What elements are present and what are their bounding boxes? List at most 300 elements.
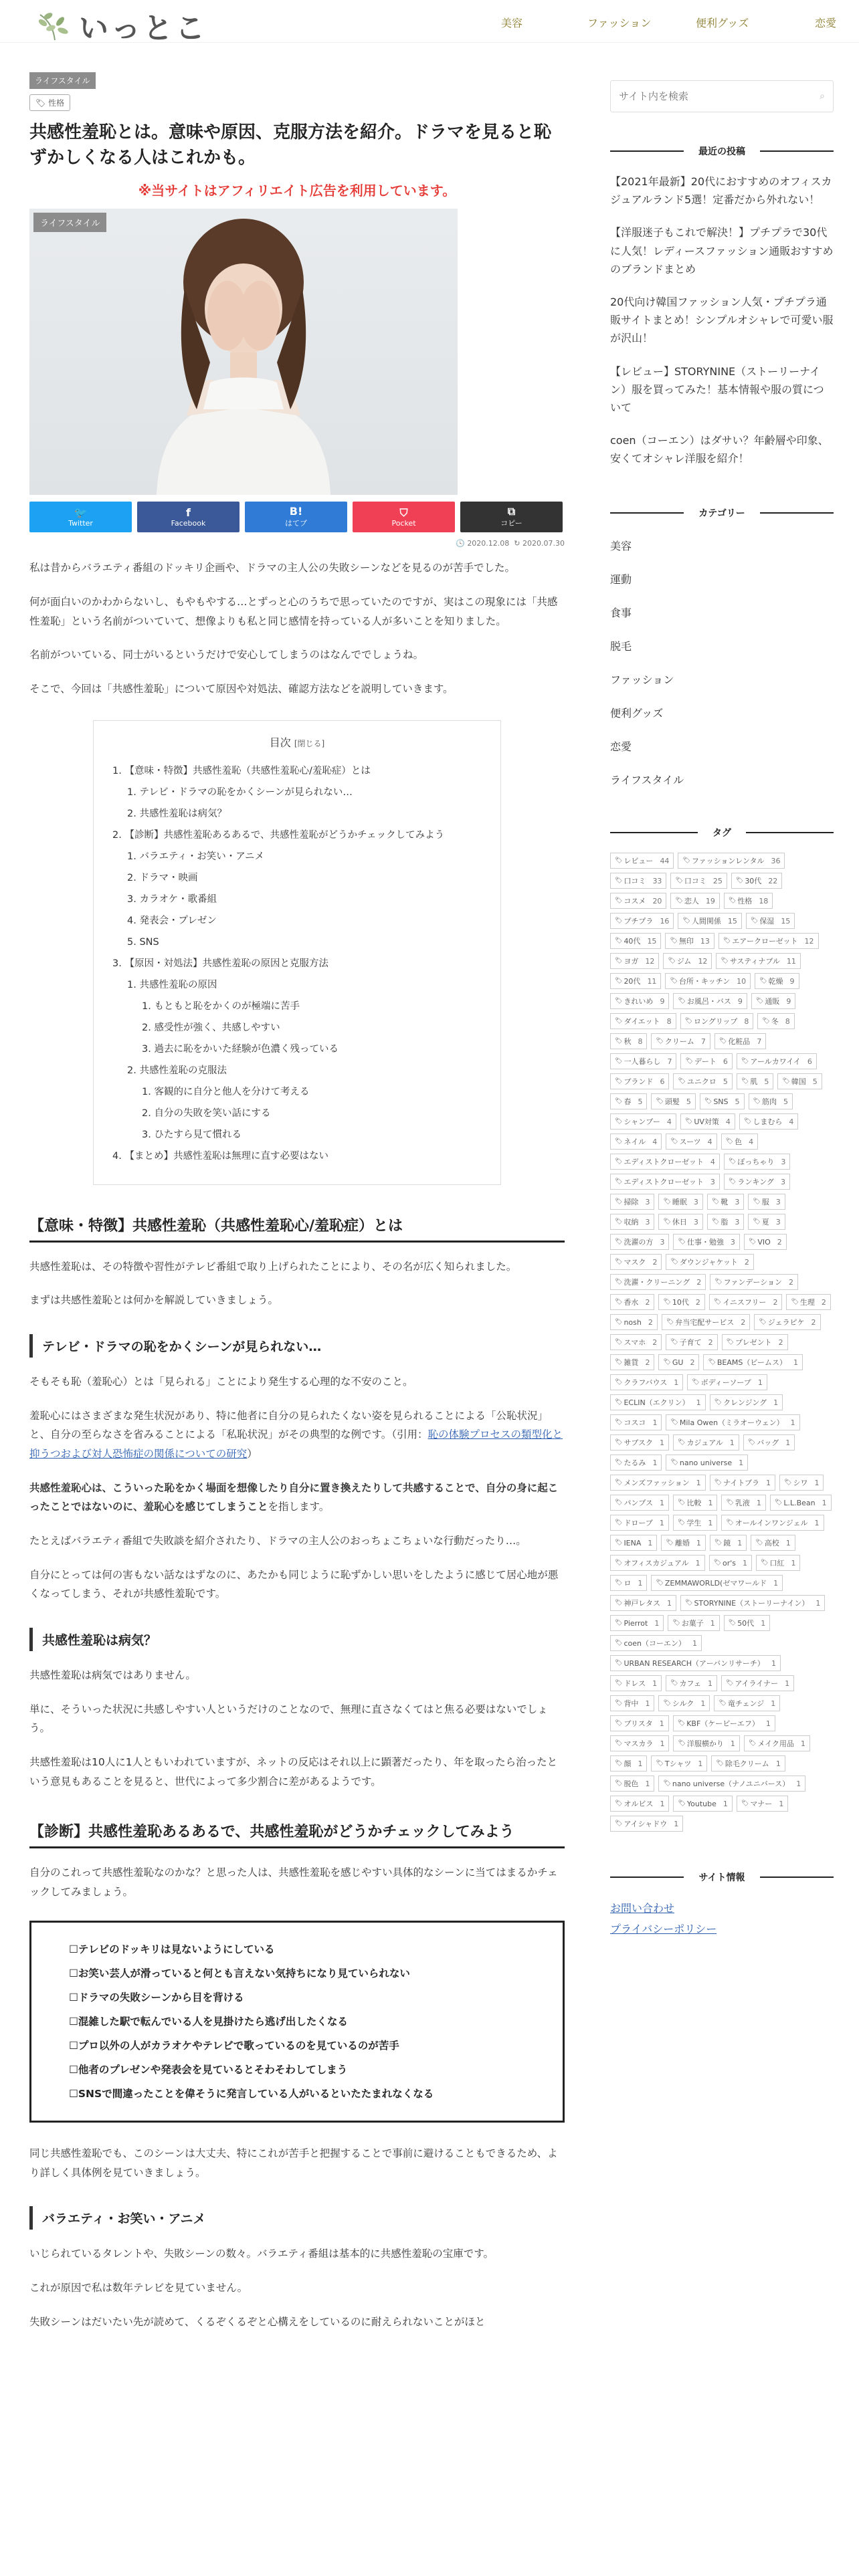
tag-link[interactable] [756,1555,800,1571]
table-of-contents [93,720,501,1185]
tag-count: 2 [652,1337,658,1347]
tag-name: 韓国 [791,1077,806,1087]
tag-link[interactable] [610,1414,662,1430]
tag-link[interactable] [748,1194,785,1210]
tag-name: プレゼント [735,1338,772,1348]
share-label: Facebook [171,518,206,528]
share-copy-button[interactable] [460,502,563,532]
category-link[interactable]: 恋愛 [610,740,632,754]
tag-link[interactable] [744,1735,810,1751]
tag-link[interactable] [610,1675,662,1691]
tag-link[interactable] [709,1555,752,1571]
tag-count: 12 [645,956,655,966]
tag-link[interactable] [610,1053,676,1069]
tag-link[interactable] [610,1013,676,1029]
tag-count: 2 [778,1337,783,1347]
tag-name: Tシャツ [664,1759,692,1769]
site-info-list [610,1900,834,1936]
tag-name: ファンデーション [723,1278,782,1287]
tag-icon: 🏷 [741,1078,749,1085]
tag-link[interactable] [658,1294,704,1310]
share-label: コピー [500,519,522,528]
tag-count: 2 [695,1297,700,1307]
eyecatch-image [29,209,458,495]
tag-icon: 🏷 [748,1239,757,1246]
tag-link[interactable] [673,1495,717,1511]
tag-link[interactable] [716,953,800,969]
tag-icon: 🏷 [762,1018,770,1025]
tag-link[interactable] [610,1635,702,1651]
tag-link[interactable] [658,1354,699,1370]
tag-link[interactable] [749,1093,793,1109]
tag-name: エディストクローゼット [624,1158,704,1167]
toc-item[interactable]: 2. 共感性羞恥は病気？ [127,808,227,819]
toc-item[interactable]: 1. 共感性羞恥の原因 [127,979,217,990]
toc-toggle[interactable]: [閉じる] [294,738,325,748]
tag-link[interactable] [739,1113,798,1130]
tag-icon: 🏷 [682,918,690,925]
tag-link[interactable] [610,1695,654,1711]
tag-link[interactable] [610,973,661,989]
tag-link[interactable] [610,1174,720,1190]
affiliate-notice: ※当サイトはアフィリエイト広告を利用しています。 [138,183,456,199]
tag-link[interactable] [610,1475,706,1491]
tag-link[interactable] [721,1495,765,1511]
tag-link[interactable] [709,1294,783,1310]
toc-item[interactable]: 4. 【まとめ】共感性羞恥は無理に直す必要はない [112,1150,328,1162]
tag-count: 7 [667,1057,672,1066]
tag-icon: 🏷 [615,1058,623,1065]
share-label: はてブ [285,519,307,528]
category-link[interactable]: 美容 [610,540,632,553]
tag-link[interactable] [610,913,674,929]
tag-link[interactable] [757,1013,794,1029]
tag-link[interactable] [663,953,712,969]
tag-link[interactable] [610,1254,662,1270]
tag-icon: 🏷 [747,1439,756,1446]
tag-link[interactable] [724,893,773,909]
tag-link[interactable] [666,1455,748,1471]
tag-link[interactable] [610,853,674,869]
recent-post-link[interactable]: 【洋服迷子もこれで解決！】プチプラで30代に人気！レディースファッション通販おすすめのブランドまとめ [610,226,834,276]
tag-icon: 🏷 [615,1499,623,1507]
tag-link[interactable] [610,1033,647,1049]
widget-title [610,144,834,158]
nav-item-fashion[interactable]: ファッション [587,17,652,29]
checklist-item: ☐他者のプレゼンや発表会を見ているとそわそわしてしまう [69,2063,348,2076]
tag-name: 口コミ [624,877,646,886]
site-info-item [610,1921,834,1936]
toc-item[interactable]: 1. もともと恥をかくのが極端に苦手 [142,1000,300,1012]
tag-count: 18 [759,896,769,905]
tag-link[interactable] [610,1154,720,1170]
tag-icon: 🏷 [735,877,744,885]
search-input[interactable] [619,90,806,102]
published-date: 2020.12.08 [467,539,510,548]
tag-link[interactable] [651,1755,707,1772]
tag-link[interactable] [610,1294,654,1310]
tag-link[interactable] [703,1354,803,1370]
tag-link[interactable] [737,1796,788,1812]
tag-link[interactable] [673,993,747,1009]
tag-link[interactable] [610,1655,781,1671]
tag-link[interactable] [666,1134,717,1150]
tag-link[interactable] [662,1314,750,1330]
toc-item[interactable]: 3. 過去に恥をかいた経験が色濃く残っている [142,1043,339,1055]
tag-link[interactable] [610,953,659,969]
tag-link[interactable] [670,873,727,889]
tag-link[interactable] [680,1113,735,1130]
tag-link[interactable] [724,1174,790,1190]
tag-link[interactable] [666,1414,799,1430]
tag-count: 1 [773,1398,779,1407]
share-hatena-button[interactable] [245,502,347,532]
nav-item-love[interactable]: 恋愛 [815,17,837,29]
tag-icon: 🏷 [685,1058,693,1065]
checklist-item: ☐テレビのドッキリは見ないようにしている [69,1943,275,1955]
tag-link[interactable] [651,1575,783,1591]
tag-link[interactable] [721,1675,794,1691]
tag-link[interactable] [743,1434,795,1451]
tag-icon: 🏷 [670,978,678,985]
toc-item[interactable]: 5. SNS [127,936,159,948]
tag-link[interactable] [610,873,666,889]
tag-icon: 🏷 [615,1680,623,1687]
tag-link[interactable] [737,1053,817,1069]
category-link[interactable]: 食事 [610,607,632,620]
tag-link[interactable] [724,1154,790,1170]
tag-link[interactable] [666,1334,717,1350]
tag-link[interactable] [658,1776,805,1792]
toc-item[interactable]: 2. 感受性が強く、共感しやすい [142,1022,280,1033]
tag-link[interactable] [754,1314,820,1330]
toc-item[interactable]: 2. 【診断】共感性羞恥あるあるで、共感性羞恥がどうかチェックしてみよう [112,829,445,841]
tag-icon: 🏷 [615,1700,623,1707]
tag-link[interactable] [673,1715,775,1731]
tag-link[interactable] [610,1194,654,1210]
tag-link[interactable] [610,1374,683,1390]
recent-post-link[interactable]: 【レビュー】STORYNINE（ストーリーナイン）服を買ってみた！基本情報や服の質について [610,364,824,414]
tag-cloud [610,853,834,1832]
tag-name: ジム [676,957,692,966]
tag-link[interactable] [710,1394,783,1410]
tag-link[interactable] [731,873,782,889]
tag-link[interactable] [710,1274,798,1290]
tag-link[interactable] [666,1254,753,1270]
tag-link[interactable] [610,1535,657,1551]
tag-link[interactable] [680,1013,754,1029]
tag-link[interactable] [710,1535,747,1551]
tag-link[interactable] [719,933,819,949]
category-link[interactable]: ファッション [610,673,674,687]
tag-icon: 🏷 [728,1178,737,1186]
tag-link[interactable] [610,1274,706,1290]
tag-link[interactable] [610,1394,706,1410]
tag-name: 40代 [624,937,641,946]
site-info-link[interactable]: お問い合わせ [610,1902,675,1915]
tag-link[interactable] [610,1093,647,1109]
tag-name: 鏡 [723,1539,731,1548]
tag-icon: 🏷 [615,1218,623,1226]
tag-link[interactable] [610,1073,669,1089]
tag-link[interactable] [610,1615,664,1631]
tag-link[interactable] [610,1796,669,1812]
toc-item[interactable]: 1. テレビ・ドラマの恥をかくシーンが見られない… [127,786,353,798]
tag-link[interactable] [710,1475,775,1491]
article [29,72,565,2331]
tag-link[interactable] [680,1595,825,1611]
tag-link[interactable] [673,1515,717,1531]
tag-link[interactable] [711,1755,785,1772]
recent-post-link[interactable]: coen（コーエン）はダサい？年齢層や印象、安くてオシャレ洋服を紹介！ [610,434,829,465]
tag-icon: 🏷 [663,1198,671,1206]
tag-link[interactable] [670,893,719,909]
tag-name: nano universe（ナノユニバース） [672,1780,790,1789]
tag-link[interactable] [665,973,751,989]
tag-link[interactable] [658,1214,702,1230]
eyecatch-category-badge: ライフスタイル [33,213,106,232]
toc-item[interactable]: 3. 【原因・対処法】共感性羞恥の原因と克服方法 [112,958,328,969]
tag-icon: 🏷 [615,1419,623,1426]
tag-link[interactable] [610,933,661,949]
tag-link[interactable] [707,1194,744,1210]
tag-link[interactable] [724,1615,770,1631]
tag-link[interactable] [673,1735,739,1751]
tag-count: 1 [723,1799,728,1808]
tag-link[interactable] [610,1495,669,1511]
bold-text: 共感性羞恥心は、こういった恥をかく場面を想像したり自分に置き換えたりして共感することで、自分の身に起こったことではないのに、羞恥心を感じてしまうこと [29,1481,559,1513]
toc-item[interactable]: 3. カラオケ・歌番組 [127,893,217,905]
search-icon[interactable]: ⌕ [820,91,825,102]
intro-paragraph: そこで、今回は「共感性羞恥」について原因や対処法、確認方法などを説明していきます。 [29,683,454,695]
tag-count: 1 [729,1438,735,1447]
hatena-icon: B! [289,505,303,518]
tag-count: 3 [781,1157,786,1166]
tag-icon: 🏷 [678,1239,686,1246]
tag-link[interactable] [610,1234,669,1250]
tag-link[interactable] [610,1334,662,1350]
tag-link[interactable] [680,1053,732,1069]
toc-item[interactable]: 1. 【意味・特徴】共感性羞恥（共感性羞恥心/羞恥症）とは [112,765,371,776]
paragraph: 単に、そういった状況に共感しやすい人というだけのことなので、無理に直さなくてはと焦る必要はないでしょう。 [29,1703,548,1735]
tag-link[interactable] [610,1515,669,1531]
tag-link[interactable] [721,1134,758,1150]
tag-icon: 🏷 [753,1218,761,1226]
nav-item-beauty[interactable]: 美容 [501,17,523,29]
tag-link[interactable] [610,1735,669,1751]
tag-link[interactable] [658,1695,710,1711]
tag-link[interactable] [610,1776,654,1792]
share-twitter-button[interactable] [29,502,132,532]
tag-icon: 🏷 [668,958,676,965]
tag-name: マスク [624,1258,646,1267]
tag-name: KBF（ケービーエフ） [686,1719,759,1729]
tag-link[interactable] [700,1093,745,1109]
site-info-link[interactable]: プライバシーポリシー [610,1923,717,1936]
tag-count: 3 [693,1197,698,1206]
tag-link[interactable] [687,1374,767,1390]
share-label: Twitter [68,518,93,528]
tag-icon: 🏷 [716,1760,724,1767]
category-link[interactable]: 運動 [610,573,632,586]
toc-item[interactable]: 2. 自分の失敗を笑い話にする [142,1107,271,1119]
tag-count: 1 [785,1679,790,1688]
tag-icon: 🏷 [670,1339,678,1346]
tag-icon: 🏷 [682,857,690,865]
tag-link[interactable] [668,1615,719,1631]
tag-link[interactable] [610,1214,654,1230]
tag-link[interactable] [744,1234,787,1250]
tag-link[interactable] [673,1073,732,1089]
tag-link[interactable] [707,1214,744,1230]
paragraph: 同じ共感性羞恥でも、このシーンは大丈夫、特にこれが苦手と把握することで事前に避けることもできるため、より詳しく具体例を見ていきましょう。 [29,2147,558,2179]
tag-link[interactable] [610,1755,647,1772]
category-link[interactable]: 便利グッズ [610,707,664,720]
tag-count: 1 [816,1598,821,1608]
tag-name: ドローブ [624,1519,653,1528]
tag-link[interactable] [714,1033,766,1049]
toc-item[interactable]: 3. ひたすら見て慣れる [142,1129,242,1140]
tag-link[interactable] [779,1475,824,1491]
tag-name: お菓子 [681,1619,704,1628]
recent-post-link[interactable]: 20代向け韓国ファッション人気・プチプラ通販サイトまとめ！シンプルオシャレで可愛い服が沢山！ [610,295,834,345]
tag-name: 服 [761,1198,769,1207]
tag-icon: 🏷 [615,1018,623,1025]
tag-link[interactable] [610,1816,683,1832]
tag-link[interactable] [610,993,669,1009]
tag-icon: 🏷 [663,1218,671,1226]
tag-link[interactable] [610,1455,662,1471]
tag-link[interactable] [661,1535,705,1551]
tag-count: 4 [652,1137,658,1146]
tag-link[interactable] [610,1314,658,1330]
tag-count: 1 [710,1618,715,1628]
tag-name: 口紅 [769,1559,785,1568]
tag-icon: 🏷 [678,1499,686,1507]
tag-name: 弁当宅配サービス [675,1318,735,1327]
tag-link[interactable] [714,1695,780,1711]
toc-item[interactable]: 2. 共感性羞恥の克服法 [127,1065,227,1076]
tag-link[interactable] [786,1294,830,1310]
tag-count: 3 [645,1197,650,1206]
tag-count: 1 [708,1679,712,1688]
tag-link[interactable] [651,1033,710,1049]
tag-name: ナイトブラ [723,1479,760,1488]
paragraph: 自分のこれって共感性羞恥なのかな？と思った人は、共感性羞恥を感じやすい具体的なシーンに当てはまるかチェックしてみましょう。 [29,1866,558,1899]
tag-link[interactable] [673,1796,732,1812]
toc-item[interactable]: 1. バラエティ・お笑い・アニメ [127,851,265,862]
tag-chip[interactable] [29,94,70,111]
paragraph [29,1406,565,1464]
paragraph [29,1479,565,1517]
tag-link[interactable] [610,1134,662,1150]
tag-link[interactable] [755,973,799,989]
tag-count: 1 [814,1478,820,1487]
toc-item[interactable]: 4. 発表会・プレゼン [127,915,217,926]
intro-paragraph: 何が面白いのかわからないし、もやもやする…とずっと心のうちで思っていたのですが、実はこの現象には「共感性羞恥」という名前がついていて、想像よりも私と同じ感情を持っている人が多いことを知りました。 [29,596,558,627]
tag-link[interactable] [610,1595,676,1611]
tag-icon: 🏷 [615,938,623,945]
tag-icon: 🏷 [750,918,759,925]
section-heading: 【意味・特徴】共感性羞恥（共感性羞恥心/羞恥症）とは [29,1214,565,1243]
tag-link[interactable] [610,893,666,909]
tag-icon: 🏷 [713,1560,722,1567]
tag-link[interactable] [610,1354,654,1370]
tag-count: 6 [807,1057,812,1066]
tag-count: 1 [708,1518,713,1527]
tag-link[interactable] [678,913,741,929]
category-badge[interactable]: ライフスタイル [29,72,96,89]
tag-count: 1 [648,1538,653,1547]
tag-link[interactable] [610,1715,669,1731]
section-heading: 【診断】共感性羞恥あるあるで、共感性羞恥がどうかチェックしてみよう [29,1820,565,1848]
toc-item[interactable]: 1. 客観的に自分と他人を分けて考える [142,1086,310,1097]
tag-icon: 🏷 [615,918,623,925]
nav-item-goods[interactable]: 便利グッズ [696,17,749,29]
tag-link[interactable] [673,1234,739,1250]
tag-link[interactable] [777,1073,822,1089]
tag-name: スマホ [624,1338,646,1348]
tag-link[interactable] [737,1073,773,1089]
tag-name: Youtube [686,1799,717,1808]
share-facebook-button[interactable] [137,502,240,532]
citation-link[interactable]: 恥の体験プロセスの類型化と抑うつおよび対人恐怖症の関係についての研究 [29,1428,563,1461]
tag-link[interactable] [610,1113,676,1130]
tag-link[interactable] [658,1194,702,1210]
tag-link[interactable] [770,1495,832,1511]
tag-link[interactable] [751,1535,795,1551]
tag-icon: 🏷 [678,1078,686,1085]
tag-link[interactable] [678,853,785,869]
tag-name: 脱色 [624,1780,639,1789]
tag-link[interactable] [610,1555,705,1571]
share-pocket-button[interactable] [353,502,455,532]
tag-link[interactable] [610,1434,669,1451]
tag-count: 1 [791,1558,796,1568]
tag-count: 1 [698,1759,703,1768]
tag-count: 1 [730,1739,735,1748]
tag-name: 保湿 [759,917,775,926]
tag-link[interactable] [746,913,795,929]
tag-link[interactable] [666,1675,717,1691]
tag-link[interactable] [751,993,795,1009]
tag-link[interactable] [665,933,714,949]
tag-icon: 🏷 [719,1038,727,1045]
tag-icon: 🏷 [784,1479,792,1487]
tag-link[interactable] [651,1093,695,1109]
tag-link[interactable] [610,1575,647,1591]
tag-link[interactable] [722,1334,788,1350]
tag-name: 雑貨 [624,1358,639,1368]
tag-name: 春 [624,1097,632,1107]
tag-link[interactable] [721,1515,824,1531]
tag-name: スーツ [679,1138,701,1147]
tag-link[interactable] [748,1214,785,1230]
tag-count: 10 [737,976,747,986]
tag-count: 2 [789,1277,793,1287]
tag-name: 神戸レタス [624,1599,660,1608]
tag-name: 洋服横かり [686,1739,724,1749]
toc-item[interactable]: 2. ドラマ・映画 [127,872,198,883]
category-link[interactable]: ライフスタイル [610,774,684,787]
tag-count: 3 [781,1177,786,1186]
recent-post-link[interactable]: 【2021年最新】20代におすすめのオフィスカジュアルランド5選！定番だから外れない！ [610,175,832,207]
tag-name: STORYNINE（ストーリーナイン） [694,1599,809,1608]
tag-count: 1 [660,1438,664,1447]
tag-link[interactable] [673,1434,739,1451]
category-link[interactable]: 脱毛 [610,640,632,653]
tag-icon: 🏷 [615,1279,623,1286]
